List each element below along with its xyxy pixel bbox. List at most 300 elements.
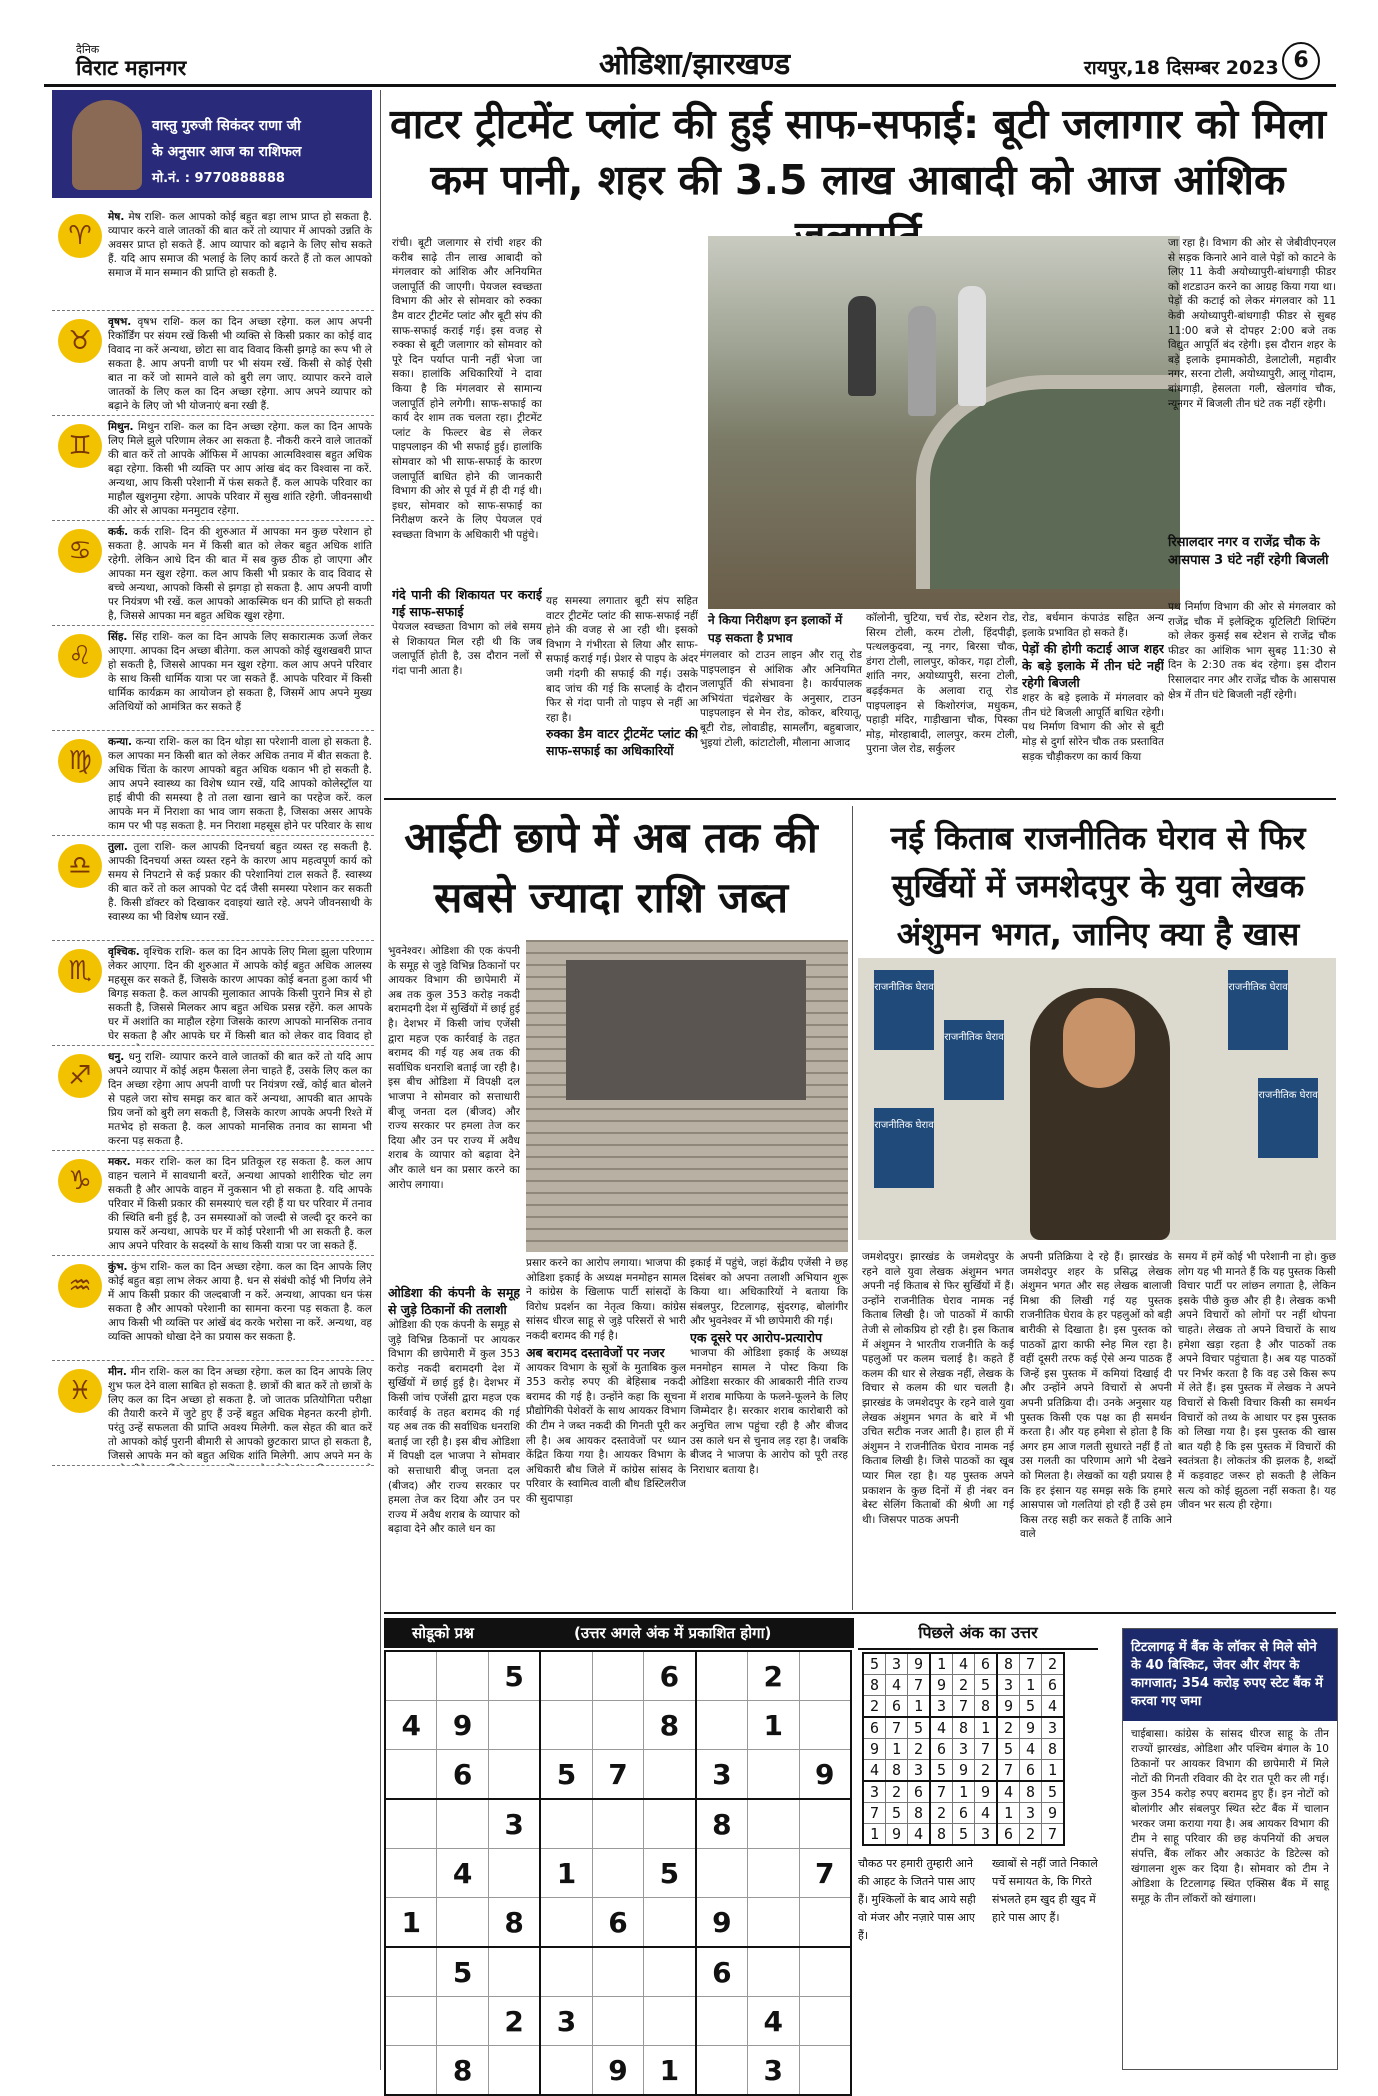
section-title: ओडिशा/झारखण्ड [599, 47, 791, 82]
sudoku-cell [644, 1997, 696, 2046]
horoscope-text [108, 1260, 372, 1344]
astrologer-name: वास्तु गुरुजी सिकंदर राणा जी [152, 118, 301, 134]
horoscope-entry [52, 1256, 374, 1361]
author-face [1063, 998, 1135, 1088]
zodiac-icon: ♊ [58, 424, 102, 468]
horoscope-text [108, 630, 372, 714]
sudoku-cell [385, 1799, 437, 1849]
answer-cell: 7 [1020, 1653, 1042, 1675]
sudoku-cell [385, 1997, 437, 2046]
story2-col2 [526, 1256, 686, 1608]
answer-row [863, 1781, 1064, 1803]
answer-cell: 5 [975, 1675, 998, 1696]
zodiac-icon: ♈ [58, 214, 102, 258]
sudoku-row [385, 1750, 851, 1800]
poem-right: ख्वाबों से नहीं जाते निकाले पर्चे समायत के, कि गिरते संभलते हम खुद ही खुद में हारे पास आए हैं। [992, 1857, 1098, 1924]
sudoku-cell: 3 [748, 2046, 799, 2096]
answer-cell: 6 [997, 1824, 1020, 1846]
answer-cell: 9 [997, 1696, 1020, 1718]
answer-cell: 7 [997, 1760, 1020, 1782]
answer-cell: 5 [1020, 1696, 1042, 1718]
answer-cell: 1 [1042, 1760, 1065, 1782]
sudoku-cell [437, 1997, 488, 2046]
sudoku-row [385, 1997, 851, 2046]
sign-name: कन्या. [108, 736, 132, 748]
sudoku-cell [644, 1898, 696, 1948]
sudoku-cell [799, 2046, 851, 2096]
zodiac-icon: ♉ [58, 319, 102, 363]
answer-cell: 2 [975, 1760, 998, 1782]
book-poster: राजनीतिक घेराव [874, 970, 934, 1050]
column-divider [380, 90, 381, 2070]
horoscope-entry [52, 1046, 374, 1151]
answer-cell: 3 [997, 1675, 1020, 1696]
headline-bank-locker: टिटलागढ़ में बैंक के लॉकर से मिले सोने के 40 बिस्किट, जेवर और शेयर के कागजात; 354 करोड़ रुपए स्टेट बैंक में करवा गए जमा [1123, 1629, 1337, 1721]
story1-col1-cont [392, 586, 542, 772]
zodiac-icon: ♋ [58, 529, 102, 573]
person-figure [908, 306, 936, 416]
answer-cell: 6 [886, 1696, 908, 1718]
sudoku-cell [696, 1701, 748, 1750]
zodiac-icon: ♏ [58, 949, 102, 993]
sudoku-cell [799, 1799, 851, 1849]
sudoku-grid [384, 1650, 852, 2096]
sudoku-cell [385, 1750, 437, 1800]
sudoku-cell: 2 [488, 1997, 540, 2046]
horoscope-text [108, 735, 372, 836]
sign-prediction: कन्या राशि- कल का दिन थोड़ा सा परेशानी वाला हो सकता है. कल आपका मन किसी बात को लेकर अधिक तनाव में बीत सकता है. अधिक चिंता के कारण आपको बहुत अधिक थकान भी हो सकती है. आप अपने स्वास्थ्य का विशेष ध्यान रखें, यदि आपको कोलेस्ट्रॉल या हाई बीपी की समस्या है तो तला खाना खाने का परहेज करें. कल आपके मन में निराशा का भाव जाग सकता है, जिसका असर आपके काम पर भी पड़ सकता है. मन निराशा महसूस होने पर परिवार के साथ [108, 736, 373, 832]
story1-col1 [392, 236, 542, 586]
story3-text: समय में हमें कोई भी परेशानी ना हो। कुछ लोग यह भी मानते हैं कि यह पुस्तक किसी विचार पार्टी पर लांछन लगाता है, लेकिन इसके पीछे कुछ और ही है। लेखक कभी अपने विचारों को लोगों पर नहीं थोपना चाहते। लेखक तो अपने विचारों के साथ हमेशा खड़ा रहता है और पाठकों तक अपने विचार पहुंचाता है। अब यह पाठकों पर निर्भर करता है कि वह उसे किस रूप में लेते हैं। इस पुस्तक में लेखक ने अपने विचारों से किसी विचार किसी का समर्थन विचारों को तथ्य के आधार पर इस पुस्तक को लिखा गया है। इस पुस्तक की खास बात यही है कि इस पुस्तक में विचारों की स्वतंत्रता है। लोकतंत्र की झलक है, शब्दों में कड़वाहट जरूर हो सकती है लेकिन सत्य को कोई झुठला नहीं सकता है। यह जीवन भर सत्य ही रहेगा। [1178, 1251, 1336, 1512]
answer-cell: 4 [1020, 1739, 1042, 1760]
sudoku-cell: 8 [644, 1701, 696, 1750]
sudoku-cell: 6 [437, 1750, 488, 1800]
answer-cell: 2 [930, 1803, 953, 1824]
sudoku-cell [696, 1849, 748, 1898]
story2-text: भाजपा की ओडिशा इकाई के अध्यक्ष मनमोहन सामल ने पोस्ट किया कि ओडिशा सरकार की आबकारी नीति राज्य में शराब माफिया के फलने-फूलने के लिए जिम्मेदार है। सरकार शराब कारोबारी को अनुचित लाभ पहुंचा रही है और बीजद उस काले धन से चुनाव लड़ रहा है। जबकि बीजद ने भाजपा के आरोप को पूरी तरह निराधार बताया है। [690, 1346, 848, 1476]
page-number: 6 [1282, 42, 1320, 80]
horoscope-text [108, 210, 372, 280]
sudoku-row [385, 2046, 851, 2096]
story1-subhead-power-cut: पेड़ों की होगी कटाई आज शहर के बड़े इलाके में तीन घंटे नहीं रहेगी बिजली [1022, 641, 1164, 691]
sign-prediction: मेष राशि- कल आपको कोई बहुत बड़ा लाभ प्राप्त हो सकता है. व्यापार करने वाले जातकों की बात करें तो व्यापार में आपको उन्नति के अवसर प्राप्त हो सकते हैं. आप व्यापार को बढ़ाने के लिए सोच सकते हैं. यदि आप समाज की भलाई के लिए कार्य करते हैं तो कल आपको समाज में मान सम्मान की प्राप्ति हो सकती है. [108, 211, 372, 279]
sign-name: कुंभ. [108, 1261, 128, 1273]
story2-col3 [690, 1256, 848, 1608]
answer-cell: 8 [997, 1653, 1020, 1675]
story1-col3 [700, 648, 862, 774]
sign-name: तुला. [108, 841, 128, 853]
answer-cell: 9 [886, 1824, 908, 1846]
headline-it-raid: आईटी छापे में अब तक की सबसे ज्यादा राशि जब्त [404, 813, 818, 922]
horoscope-subtitle: के अनुसार आज का राशिफल [152, 144, 302, 160]
answer-cell: 5 [886, 1803, 908, 1824]
sudoku-cell [696, 2046, 748, 2096]
story1-col6 [1168, 236, 1336, 528]
horoscope-text [108, 420, 372, 518]
sudoku-cell: 7 [799, 1849, 851, 1898]
story2-text: इकाई में पहुंचे, जहां केंद्रीय एजेंसी ने छह दिसंबर को अपना तलाशी अभियान शुरू किया था। अधिकारियों ने बताया कि संबलपुर, टिटलागढ़, सुंदरगढ़, बोलांगीर और भुवनेश्वर में भी छापेमारी की गई। [690, 1257, 848, 1328]
answer-cell: 3 [953, 1739, 975, 1760]
sudoku-cell [799, 1898, 851, 1948]
headline-author: नई किताब राजनीतिक घेराव से फिर सुर्खियों में जमशेदपुर के युवा लेखक अंशुमन भगत, जानिए क्या है खास [890, 819, 1306, 953]
answer-title: पिछले अंक का उत्तर [858, 1618, 1098, 1650]
answer-cell: 1 [953, 1781, 975, 1803]
sign-prediction: तुला राशि- कल आपकी दिनचर्या बहुत व्यस्त रह सकती है. आपकी दिनचर्या अस्त व्यस्त रहने के कारण आप महत्वपूर्ण कार्य को समय से निपटाने से कई प्रकार की परेशानियां टाल सकते हैं. स्वास्थ्य की बात करें तो कल आपको पेट दर्द जैसी समस्या परेशान कर सकती है. किसी डॉक्टर को दिखाकर दवाइयां खाते रहे. अपने जीवनसाथी के स्वास्थ्य का भी विशेष ध्यान रखें. [108, 841, 373, 923]
story1-text: पथ निर्माण विभाग की ओर से मंगलवार को राजेंद्र चौक में इलेक्ट्रिक यूटिलिटी शिफ्टिंग को लेकर कुसई सब स्टेशन से राजेंद्र चौक फीडर का आंशिक भाग सुबह 11:30 से दिन के 2:30 तक बंद रहेगा। इस दौरान रिसालदार नगर और राजेंद्र चौक के आसपास क्षेत्र में तीन घंटे बिजली नहीं रहेगी। [1168, 601, 1336, 701]
sign-name: सिंह. [108, 631, 128, 643]
sign-name: मीन. [108, 1366, 127, 1378]
answer-cell: 8 [1020, 1781, 1042, 1803]
sign-prediction: मीन राशि- कल का दिन अच्छा रहेगा. कल का दिन आपके लिए शुभ फल देने वाला साबित हो सकता है. छात्रों की बात करें तो छात्रों के लिए कल का दिन अच्छा हो सकता है. जो जातक प्रतियोगिता परीक्षा की तैयारी करने में जुटे हुए हैं उन्हें बहुत अधिक मेहनत करनी होगी. परंतु उन्हें सफलता की प्राप्ति अवश्य मिलेगी. कल सेहत की बात करें तो आपको कोई पुरानी बीमारी से आपको छुटकारा प्राप्त हो सकता है, जिससे आपके मन को बहुत अधिक शांति मिलेगी. आप अपने मन के [108, 1366, 372, 1462]
sign-name: वृषभ. [108, 316, 132, 328]
sign-prediction: सिंह राशि- कल का दिन आपके लिए सकारात्मक ऊर्जा लेकर आएगा. आपका दिन अच्छा बीतेगा. कल आपको कोई खुशखबरी प्राप्त हो सकती है, जिससे आपका मन खुश रहेगा. कल आप अपने परिवार के साथ किसी धार्मिक यात्रा पर जा सकते हैं. आपके परिवार में किसी धार्मिक कार्यक्रम का आयोजन हो सकता है, जिसमें आप अपने मुख्य अतिथियों को आमंत्रित कर सकते हैं [108, 631, 372, 713]
story4-text: चाईबासा। कांग्रेस के सांसद धीरज साहू के तीन राज्यों झारखंड, ओडिशा और पश्चिम बंगाल के 10 ठिकानों पर आयकर विभाग की छापेमारी में मिले नोटों की गिनती रविवार की देर रात पूरी कर ली गई। कुल 354 करोड़ रुपए बरामद हुए हैं। इन नोटों को बोलांगीर और संबलपुर स्थित स्टेट बैंक में चालान भरकर जमा कराया गया है। अब आयकर विभाग की टीम ने साहू परिवार की छह कंपनियों की अचल संपत्ति, बैंक लॉकर और अकाउंट के डिटेल्स को खंगालना शुरू कर दिया है। सोमवार को टीम ने ओडिशा के टिटलागढ़ स्थित एक्सिस बैंक में साहू समूह के तीन लॉकरों को खंगाला। [1131, 1728, 1329, 1905]
sudoku-row [385, 1898, 851, 1948]
sign-name: मकर. [108, 1156, 131, 1168]
answer-cell: 8 [930, 1824, 953, 1846]
sudoku-row [385, 1947, 851, 1997]
sudoku-cell [488, 2046, 540, 2096]
sudoku-cell [696, 1997, 748, 2046]
answer-row [863, 1675, 1064, 1696]
sudoku-cell [644, 1799, 696, 1849]
zodiac-icon: ♒ [58, 1264, 102, 1308]
sign-prediction: वृश्चिक राशि- कल का दिन आपके लिए मिला झुला परिणाम लेकर आएगा. दिन की शुरुआत में आपके कोई बहुत अधिक आलस्य महसूस कर सकते हैं, जिसके कारण आपका कोई बनता हुआ कार्य भी बिगड़ सकता है. कल आपकी मुलाकात आपके किसी पुराने मित्र से हो सकती है, जिससे मिलकर आप बहुत अधिक प्रसन्न रहेंगे. कल आपके घर में अशांति का माहौल रहेगा जिसके कारण आपको मानसिक तनाव घेर सकता है और आपके घर में किसी बात को लेकर वाद विवाद हो [108, 946, 372, 1042]
sudoku-cell: 9 [592, 2046, 643, 2096]
answer-cell: 8 [975, 1696, 998, 1718]
sudoku-cell: 3 [488, 1799, 540, 1849]
story1-text: शहर के बड़े इलाके में मंगलवार को तीन घंटे बिजली आपूर्ति बाधित रहेगी। पथ निर्माण विभाग की ओर से बूटी मोड़ से दुर्गा सोरेन चौक तक प्रस्तावित सड़क चौड़ीकरण का कार्य किया [1022, 692, 1164, 763]
answer-cell: 4 [997, 1781, 1020, 1803]
answer-cell: 4 [863, 1760, 886, 1782]
answer-cell: 3 [908, 1760, 931, 1782]
answer-cell: 4 [930, 1717, 953, 1739]
section-rule [384, 798, 1336, 800]
story1-col6-cont [1168, 600, 1336, 774]
answer-cell: 2 [997, 1717, 1020, 1739]
sudoku-cell [385, 2046, 437, 2096]
horoscope-text [108, 945, 372, 1046]
poem-left: चौकठ पर हमारी तुम्हारी आने की आहट के जितने पास आए हैं। मुश्किलों के बाद आये सही वो मंजर और नज़ारे पास आए हैं। [858, 1857, 976, 1942]
sudoku-title: सोडूको प्रश्न [412, 1624, 474, 1642]
sudoku-cell: 5 [437, 1947, 488, 1997]
story1-text: कॉलोनी, चुटिया, चर्च रोड, स्टेशन रोड, सिरम टोली, करम टोली, हिंदपीढ़ी, पत्थलकुदवा, न्यू नगर, बिरसा चौक, डंगरा टोली, लालपुर, कोकर, गढ़ा टोली, शांति नगर, अयोध्यापुरी, सरना टोली, बढ़ईकमत के अलावा रातू रोड पाइपलाइन से किशोरगंज, मधुकम, पहाड़ी मंदिर, गाड़ीखाना चौक, पिस्का मोड़, मोरहाबादी, लालपुर, करम टोली, पुराना जेल रोड, सर्कुलर [866, 612, 1018, 756]
answer-cell: 3 [863, 1781, 886, 1803]
sudoku-cell: 5 [488, 1651, 540, 1701]
sudoku-cell [540, 1799, 592, 1849]
answer-cell: 3 [886, 1653, 908, 1675]
sudoku-cell [385, 1849, 437, 1898]
answer-cell: 1 [863, 1824, 886, 1846]
sudoku-cell [385, 1947, 437, 1997]
zodiac-icon: ♍ [58, 739, 102, 783]
story2-text: प्रसार करने का आरोप लगाया। भाजपा की ओडिशा इकाई के अध्यक्ष मनमोहन सामल ने कांग्रेस के खिलाफ पार्टी सांसदों के विरोध प्रदर्शन का नेतृत्व किया। कांग्रेस सांसद धीरज साहू से जुड़े परिसरों से भारी नकदी बरामद की गई है। [526, 1257, 686, 1342]
sudoku-cell: 2 [748, 1651, 799, 1701]
sudoku-cell [748, 1750, 799, 1800]
answer-cell: 2 [1042, 1653, 1065, 1675]
answer-cell: 6 [1042, 1675, 1065, 1696]
horoscope-entry [52, 626, 374, 731]
horoscope-text [108, 840, 372, 924]
column-divider [852, 806, 853, 1610]
masthead [44, 42, 1336, 87]
sudoku-cell: 4 [437, 1849, 488, 1898]
sudoku-cell [644, 1750, 696, 1800]
sudoku-cell [437, 1799, 488, 1849]
answer-cell: 2 [886, 1781, 908, 1803]
sudoku-cell [540, 1947, 592, 1997]
sudoku-cell [592, 1947, 643, 1997]
sign-prediction: मिथुन राशि- कल का दिन अच्छा रहेगा. कल का दिन आपके लिए मिले झुले परिणाम लेकर आ सकता है. नौकरी करने वाले जातकों की बात करें तो आपके ऑफिस में आपका आत्मविश्वास बहुत अधिक बढ़ा रहेगा. किसी भी व्यक्ति पर आप आंख बंद कर विश्वास ना करें. अन्यथा, आप किसी परेशानी में फंस सकते हैं. कल आपके परिवार का माहौल खुशनुमा रहेगा. आपके परिवार में सुख शांति रहेगी. जीवनसाथी की ओर से आपका मनमुटाव रहेगा. [108, 421, 372, 517]
answer-cell: 6 [930, 1739, 953, 1760]
answer-cell: 9 [863, 1739, 886, 1760]
book-poster: राजनीतिक घेराव [1258, 1078, 1318, 1158]
answer-cell: 7 [886, 1717, 908, 1739]
cabinet-shape [566, 960, 806, 1100]
sudoku-cell: 5 [540, 1750, 592, 1800]
book-poster: राजनीतिक घेराव [874, 1108, 934, 1188]
sign-prediction: कर्क राशि- दिन की शुरुआत में आपका मन कुछ परेशान हो सकता है. आपके मन में किसी बात को लेकर बहुत अधिक शांति रहेगी. लेकिन आधे दिन की बात में सब कुछ ठीक हो जाएगा और आपका मन खुश रहेगा. कल आप किसी भी प्रकार के वाद विवाद से बच्चे अन्यथा, आपको किसी से झगड़ा हो सकता है. आप अपनी वाणी पर नियंत्रण भी रखें. कल आपको आकस्मिक धन की प्राप्ति हो सकती है, जिससे आपका मन बहुत अधिक खुश रहेगा. [108, 526, 372, 622]
horoscope-entry [52, 1361, 374, 1466]
story1-subhead-inspection: रुक्का डैम वाटर ट्रीटमेंट प्लांट की साफ-सफाई का अधिकारियों [546, 726, 698, 759]
sudoku-cell: 6 [644, 1651, 696, 1701]
answer-cell: 8 [863, 1675, 886, 1696]
sudoku-cell [592, 1849, 643, 1898]
sudoku-cell: 4 [748, 1997, 799, 2046]
horoscope-entry [52, 416, 374, 521]
sudoku-cell: 9 [696, 1898, 748, 1948]
horoscope-entry [52, 206, 374, 311]
zodiac-icon: ♑ [58, 1159, 102, 1203]
issue-date: रायपुर,18 दिसम्बर 2023 [1084, 57, 1279, 79]
answer-row [863, 1803, 1064, 1824]
answer-cell: 6 [1020, 1760, 1042, 1782]
sudoku-cell: 1 [644, 2046, 696, 2096]
sudoku-cell [799, 1701, 851, 1750]
story1-subhead-risaldar: रिसालदार नगर व राजेंद्र चौक के आसपास 3 घंटे नहीं रहेगी बिजली [1168, 535, 1329, 568]
person-figure [958, 286, 986, 406]
answer-cell: 2 [863, 1696, 886, 1718]
answer-cell: 1 [975, 1717, 998, 1739]
horoscope-entry [52, 521, 374, 626]
answer-cell: 6 [975, 1653, 998, 1675]
answer-cell: 1 [930, 1653, 953, 1675]
answer-cell: 8 [908, 1803, 931, 1824]
sudoku-cell: 5 [644, 1849, 696, 1898]
story2-col1-cont [388, 1284, 520, 1608]
answer-cell: 3 [1020, 1803, 1042, 1824]
story1-text: पेयजल स्वच्छता विभाग को लंबे समय से शिकायत मिल रही थी कि जब जलापूर्ति होती है, उस दौरान नलों से गंदा पानी आता है। [392, 621, 542, 677]
answer-cell: 6 [953, 1803, 975, 1824]
sudoku-cell [592, 1799, 643, 1849]
brand-name: विराट महानगर [76, 56, 187, 80]
answer-cell: 9 [975, 1781, 998, 1803]
zodiac-icon: ♎ [58, 844, 102, 888]
sudoku-cell [799, 1997, 851, 2046]
story3-text: अपनी प्रतिक्रिया दे रहे हैं। झारखंड के जमशेदपुर शहर के प्रसिद्ध लेखक अंशुमन भगत और सह लेखक बालाजी मिश्रा की लिखी गई यह पुस्तक राजनीतिक घेराव के हर पहलुओं को बड़ी बारीकी से दिखाता है। इस पुस्तक को पाठकों द्वारा काफी स्नेह मिल रहा है। वहीं दूसरी तरफ कई ऐसे अन्य पाठक हैं जिन्हें इस पुस्तक में कमियां दिखाई दी और उन्होंने अपने विचारों से अपनी अपनी प्रतिक्रिया दी। उनके अनुसार यह पुस्तक किसी एक पक्ष का ही समर्थन करता है। और यह हमेशा से होता है कि अगर हम आज गलती सुधारते नहीं हैं तो उस गलती का परिणाम आगे भी देखने को मिलता है। लेखकों का यही प्रयास है कि हर इंसान यह समझ सके कि हमारे आसपास जो गलतियां हो रही हैं उसे हम किस तरह सही कर सकते हैं ताकि आने वाले [1020, 1251, 1172, 1541]
answer-cell: 1 [1020, 1675, 1042, 1696]
horoscope-entry [52, 1151, 374, 1256]
sudoku-cell: 8 [437, 2046, 488, 2096]
answer-cell: 5 [908, 1717, 931, 1739]
horoscope-entry [52, 731, 374, 836]
water-plant-photo [708, 236, 1180, 609]
horoscope-text [108, 1365, 372, 1466]
sudoku-cell: 9 [799, 1750, 851, 1800]
sign-name: मेष. [108, 211, 125, 223]
answer-cell: 4 [953, 1653, 975, 1675]
sudoku-cell [748, 1898, 799, 1948]
sign-prediction: कुंभ राशि- कल का दिन अच्छा रहेगा. कल का दिन आपके लिए कोई बहुत बड़ा लाभ लेकर आया है. धन से संबंधी कोई भी निर्णय लेने में आप किसी प्रकार की जल्दबाजी न करें. अन्यथा, आपका धन फंस सकता है और आपको परेशानी का सामना करना पड़ सकता है. कल आप किसी भी व्यक्ति पर आंखें बंद करके भरोसा ना करें. अन्यथा, वह व्यक्ति आपको धोखा देने का प्रयास कर सकता है. [108, 1261, 372, 1343]
sudoku-cell [437, 1898, 488, 1948]
sudoku-cell: 8 [488, 1898, 540, 1948]
answer-cell: 4 [886, 1675, 908, 1696]
sudoku-row [385, 1701, 851, 1750]
story1-col2 [546, 594, 698, 774]
story2-text: भुवनेश्वर। ओडिशा की एक कंपनी के समूह से जुड़े विभिन्न ठिकानों पर आयकर विभाग की छापेमारी में अब तक कुल 353 करोड़ नकदी बरामदगी देश में सुर्खियों में छाई हुई है। देशभर में किसी जांच एजेंसी द्वारा महज एक कार्रवाई के तहत बरामद की गई यह अब तक की सर्वाधिक धनराशि बताई जा रही है। इस बीच ओडिशा में विपक्षी दल भाजपा ने सोमवार को सत्ताधारी बीजू जनता दल (बीजद) और राज्य सरकार पर हमला तेज कर दिया और उन पर राज्य में अवैध शराब के व्यापार को बढ़ावा देने और काले धन का प्रसार करने का आरोप लगाया। [388, 945, 520, 1191]
sudoku-cell: 7 [592, 1750, 643, 1800]
answer-row [863, 1824, 1064, 1846]
sudoku-cell: 3 [540, 1997, 592, 2046]
answer-grid [862, 1652, 1065, 1846]
story1-col5 [1022, 611, 1164, 774]
sudoku-cell [488, 1701, 540, 1750]
sudoku-cell [540, 1701, 592, 1750]
brand-tagline: दैनिक [76, 43, 100, 56]
sudoku-cell [696, 1651, 748, 1701]
answer-cell: 9 [908, 1653, 931, 1675]
book-poster: राजनीतिक घेराव [1228, 970, 1288, 1050]
story1-text: रांची। बूटी जलागार से रांची शहर की करीब साढ़े तीन लाख आबादी को मंगलवार को आंशिक और अनियमित जलापूर्ति की जाएगी। पेयजल स्वच्छता विभाग की ओर से सोमवार को रुक्का डैम वाटर ट्रीटमेंट प्लांट और बूटी संप की साफ-सफाई कराई गई। इस वजह से रुक्का से बूटी जलागार को सोमवार को पूरे दिन पर्याप्त पानी नहीं भेजा जा सका। हालांकि अधिकारियों ने दावा किया है कि मंगलवार से सामान्य जलापूर्ति होने लगेगी। साफ-सफाई का कार्य देर शाम तक चलता रहा। ट्रीटमेंट प्लांट के फिल्टर बेड से लेकर पाइपलाइन की भी सफाई हुई। हालांकि सोमवार को भी साफ-सफाई के कारण जलापूर्ति बाधित होने की जानकारी विभाग की ओर से पूर्व में ही दी गई थी। इधर, सोमवार को साफ-सफाई का निरीक्षण करने के लिए पेयजल एवं स्वच्छता विभाग के अधिकारी भी पहुंचे। [392, 237, 542, 541]
sudoku-cell [385, 1651, 437, 1701]
sudoku-cell: 8 [696, 1799, 748, 1849]
story1-text: रोड, बर्धमान कंपाउंड सहित अन्य इलाके प्रभावित हो सकते हैं। [1022, 612, 1164, 639]
answer-row [863, 1739, 1064, 1760]
sudoku-cell: 4 [385, 1701, 437, 1750]
answer-cell: 5 [930, 1760, 953, 1782]
answer-cell: 8 [1042, 1739, 1065, 1760]
horoscope-text [108, 1155, 372, 1253]
answer-cell: 7 [863, 1803, 886, 1824]
sudoku-cell: 3 [696, 1750, 748, 1800]
answer-cell: 3 [1042, 1717, 1065, 1739]
story-bank-locker [1122, 1628, 1338, 2070]
sudoku-cell: 1 [385, 1898, 437, 1948]
answer-cell: 4 [975, 1803, 998, 1824]
story2-text: ओडिशा की एक कंपनी के समूह से जुड़े विभिन्न ठिकानों पर आयकर विभाग की छापेमारी में कुल 353 करोड़ नकदी बरामदगी देश में सुर्खियों में छाई हुई है। देशभर में किसी जांच एजेंसी द्वारा महज एक कार्रवाई के तहत बरामद की गई यह अब तक की सर्वाधिक धनराशि बताई जा रही है। इस बीच ओडिशा में विपक्षी दल भाजपा ने सोमवार को सत्ताधारी बीजू जनता दल (बीजद) और राज्य सरकार पर हमला तेज कर दिया और उन पर राज्य में अवैध शराब के व्यापार को बढ़ावा देने और काले धन का [388, 1319, 520, 1536]
story1-text: मंगलवार को टाउन लाइन और रातू रोड पाइपलाइन से आंशिक और अनियमित जलापूर्ति की संभावना है। कार्यपालक अभियंता चंद्रशेखर के अनुसार, टाउन पाइपलाइन से मेन रोड, कोकर, बरियातू, बूटी रोड, लोवाडीह, सामलौंग, बहुबाजार, भुइयां टोली, कांटाटोली, मौलाना आजाद [700, 649, 862, 749]
horoscope-entry [52, 311, 374, 416]
sign-name: धनु. [108, 1051, 125, 1063]
answer-cell: 7 [930, 1781, 953, 1803]
reservoir-shape [916, 375, 1180, 589]
sudoku-cell: 1 [748, 1701, 799, 1750]
sudoku-cell [488, 1849, 540, 1898]
sudoku-cell [592, 1651, 643, 1701]
sudoku-cell [540, 2046, 592, 2096]
sign-prediction: वृषभ राशि- कल का दिन अच्छा रहेगा. कल आप अपनी रिकॉर्डिंग पर संयम रखें किसी भी व्यक्ति से किसी प्रकार का कोई वाद विवाद ना करें अन्यथा, छोटा सा वाद विवाद किसी झगड़े का रूप भी ले सकता है. आप अपनी वाणी पर भी संयम रखें. किसी से कोई ऐसी बात ना करें जो सामने वाले को बुरी लग जाए. व्यापार करने वाले जातकों के लिए कल का दिन अच्छा रहेगा. आप अपने व्यापार को बढ़ाने के लिए जो भी योजनाएं बना रखी हैं. [108, 316, 372, 412]
answer-cell: 5 [863, 1653, 886, 1675]
sudoku-cell [748, 1947, 799, 1997]
astrologer-phone: मो.नं. : 9770888888 [152, 171, 285, 186]
answer-cell: 9 [953, 1760, 975, 1782]
answer-cell: 5 [1042, 1781, 1065, 1803]
story3-col1 [862, 1250, 1014, 1608]
horoscope-list [52, 206, 374, 1466]
sudoku-cell [540, 1651, 592, 1701]
cash-bundles-photo [526, 940, 848, 1252]
answer-cell: 1 [908, 1696, 931, 1718]
sudoku-row [385, 1651, 851, 1701]
answer-cell: 7 [975, 1739, 998, 1760]
horoscope-text [108, 1050, 372, 1148]
answer-cell: 2 [1020, 1824, 1042, 1846]
story2-subhead-allegations: एक दूसरे पर आरोप-प्रत्यारोप [690, 1329, 823, 1345]
sudoku-cell [437, 1651, 488, 1701]
astrologer-photo [72, 100, 142, 190]
horoscope-text [108, 315, 372, 413]
story3-col3 [1178, 1250, 1336, 1608]
answer-cell: 4 [1042, 1696, 1065, 1718]
story1-text: जा रहा है। विभाग की ओर से जेबीवीएनएल से सड़क किनारे आने वाले पेड़ों को काटने के लिए 11 केवी अयोध्यापुरी-बांधगाड़ी फीडर को शटडाउन करने का आग्रह किया गया था। पेड़ों की कटाई को लेकर मंगलवार को 11 केवी अयोध्यापुरी-बांधगाड़ी फीडर से सुबह 11:00 बजे से दोपहर 2:00 बजे तक विद्युत आपूर्ति बंद रहेगी। इस दौरान शहर के बड़े इलाके इमामकोठी, डेलाटोली, महावीर नगर, सरना टोली, अयोध्यापुरी, आलू गोदाम, बांधगाड़ी, हेसलता गली, खेलगांव चौक, न्यूनगर में बिजली तीन घंटे तक नहीं रहेगी। [1168, 237, 1336, 410]
horoscope-entry [52, 941, 374, 1046]
sign-name: कर्क. [108, 526, 129, 538]
story2-text: आयकर विभाग के सूत्रों के मुताबिक कुल 353 करोड़ रुपए की बेहिसाब नकदी बरामद की गई है। उन्होंने कहा कि सूचना प्रौद्योगिकी पेशेवरों के साथ आयकर विभाग की टीम ने जब्त नकदी की गिनती पूरी कर ली है। अब आयकर दस्तावेजों पर ध्यान केंद्रित किया गया है। आयकर विभाग के अधिकारी बौध जिले में कांग्रेस सांसद के परिवार के स्वामित्व वाली बौध डिस्टिलरीज की सुदापाड़ा [526, 1361, 686, 1505]
person-figure [848, 296, 876, 396]
answer-cell: 3 [930, 1696, 953, 1718]
horoscope-banner [52, 90, 372, 198]
sudoku-row [385, 1799, 851, 1849]
sign-prediction: मकर राशि- कल का दिन प्रतिकूल रह सकता है. कल आप वाहन चलाने में सावधानी बरतें, अन्यथा आपको शारीरिक चोट लग सकती है और आपके वाहन में नुकसान भी हो सकता है. यदि आपके परिवार में किसी प्रकार की समस्याएं चल रही हैं या घर परिवार में तनाव की स्थिति बनी हुई है, उन समस्याओं को जल्दी से जल्दी दूर करने का प्रयास करें अन्यथा, आपके घर में कोई परेशानी भी आ सकती है. कल आप अपने परिवार के सदस्यों के साथ किसी यात्रा पर जा सकते हैं. [108, 1156, 372, 1252]
sudoku-cell [799, 1651, 851, 1701]
photo-caption: ने किया निरीक्षण इन इलाकों में पड़ सकता है प्रभाव [708, 613, 843, 645]
answer-cell: 2 [908, 1739, 931, 1760]
answer-cell: 5 [953, 1824, 975, 1846]
sudoku-cell [799, 1947, 851, 1997]
story1-subhead-dirty-water: गंदे पानी की शिकायत पर कराई गई साफ-सफाई [392, 587, 542, 619]
sudoku-cell: 1 [540, 1849, 592, 1898]
answer-cell: 9 [1042, 1803, 1065, 1824]
answer-cell: 7 [953, 1696, 975, 1718]
answer-cell: 6 [908, 1781, 931, 1803]
book-poster: राजनीतिक घेराव [944, 1020, 1004, 1100]
answer-cell: 9 [1020, 1717, 1042, 1739]
answer-cell: 1 [886, 1739, 908, 1760]
sudoku-cell [644, 1947, 696, 1997]
horoscope-entry [52, 836, 374, 941]
answer-row [863, 1653, 1064, 1675]
sudoku-cell [488, 1750, 540, 1800]
sudoku-title-bar [384, 1618, 854, 1648]
answer-cell: 7 [908, 1675, 931, 1696]
sudoku-cell [592, 1701, 643, 1750]
answer-cell: 9 [930, 1675, 953, 1696]
answer-cell: 4 [908, 1824, 931, 1846]
answer-row [863, 1717, 1064, 1739]
sudoku-row [385, 1849, 851, 1898]
sudoku-cell: 9 [437, 1701, 488, 1750]
answer-cell: 5 [997, 1739, 1020, 1760]
section-rule [384, 1612, 1336, 1614]
sign-prediction: धनु राशि- व्यापार करने वाले जातकों की बात करें तो यदि आप अपने व्यापार में कोई अहम फैसला लेना चाहते हैं, उसके लिए कल का दिन अच्छा रहेगा आप अपनी वाणी पर नियंत्रण रखें, कोई बात बोलने से पहले जरा सोच समझ कर बात करें अन्यथा, आपकी बात आपके प्रिय जनों को बुरी लग सकती है, जिसके कारण आपके अपनी रिश्ते में मतभेद हो सकता है. कल आपको मानसिक तनाव का सामना भी करना पड़ सकता है. [108, 1051, 372, 1147]
answer-cell: 1 [997, 1803, 1020, 1824]
horoscope-text [108, 525, 372, 623]
answer-cell: 3 [975, 1824, 998, 1846]
answer-cell: 2 [953, 1675, 975, 1696]
sign-name: वृश्चिक. [108, 946, 140, 958]
answer-cell: 8 [953, 1717, 975, 1739]
story3-text: जमशेदपुर। झारखंड के जमशेदपुर के रहने वाले युवा लेखक अंशुमन भगत अपनी नई किताब से फिर सुर्खियों में हैं। उन्होंने राजनीतिक घेराव नामक नई किताब लिखी है। जो पाठकों में काफी तेजी से लोकप्रिय हो रही है। इस किताब में अंशुमन ने भारतीय राजनीति के कई पहलुओं पर कलम चलाई है। कहते हैं कलम की धार से लेखक नहीं, लेखक के विचार से कलम की धार चलती है। झारखंड के जमशेदपुर के रहने वाले युवा लेखक अंशुमन भगत के बारे में भी उचित सटीक नजर आती है। हाल ही में अंशुमन ने राजनीतिक घेराव नामक नई किताब लिखी है। जिसे पाठकों का खूब प्यार मिल रहा है। यह पुस्तक अपने प्रकाशन के कुछ दिनों में ही नंबर वन बेस्ट सेलिंग किताबों की श्रेणी आ गई थी। जिसपर पाठक अपनी [862, 1251, 1014, 1526]
